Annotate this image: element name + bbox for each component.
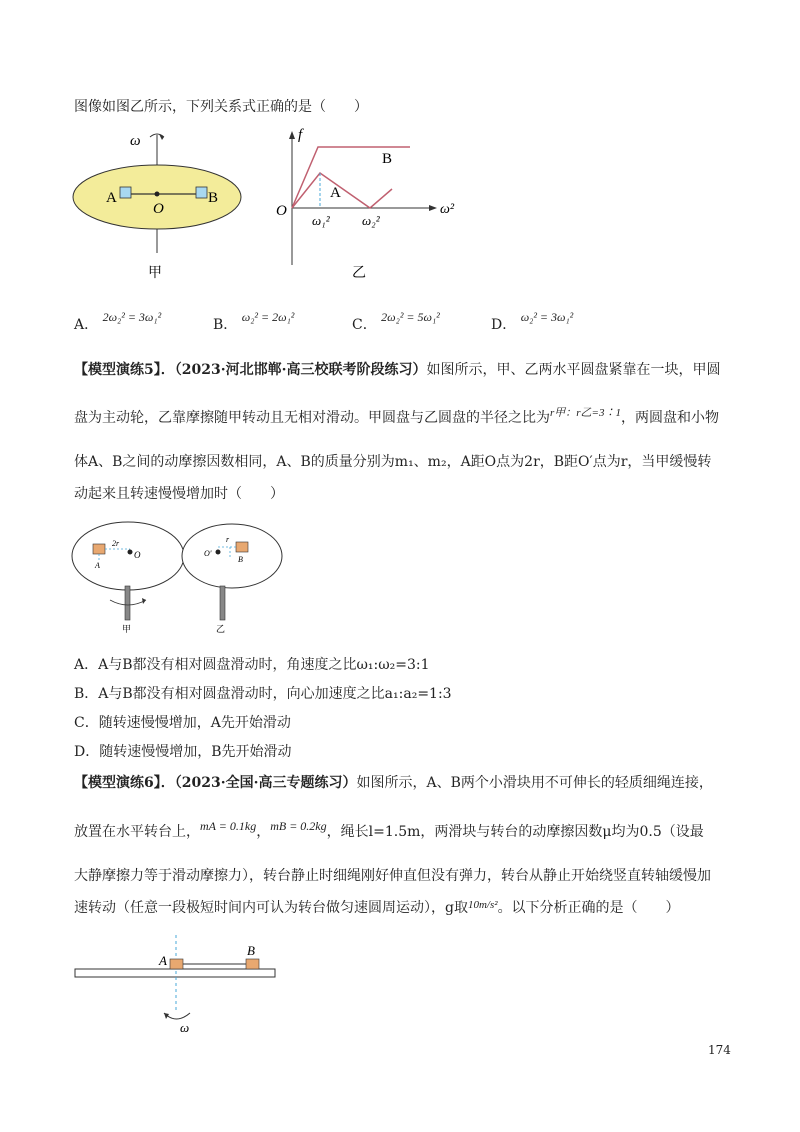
block-a (120, 187, 131, 198)
svg-text:乙: 乙 (216, 624, 226, 634)
svg-text:甲: 甲 (122, 624, 132, 634)
svg-text:A: A (95, 561, 100, 570)
gravity-value: 10m/s² (467, 899, 498, 911)
axis-omega-label: ω² (440, 202, 455, 217)
q6-heading: 【模型演练6】．（2023·全国·高三专题练习） (74, 775, 357, 791)
q5-line3: 体A、B之间的动摩擦因数相同，A、B的质量分别为m₁、m₂，A距O点为2r，B距O′点为r，当甲缓慢转 (74, 454, 712, 470)
svg-text:A: A (159, 953, 167, 968)
svg-text:ω: ω (180, 1020, 190, 1035)
q6-line2: 放置在水平转台上，mA = 0.1kg，mB = 0.2kg，绳长l=1.5m，两滑块与转台的动摩擦因数μ均为0.5（设最 (74, 819, 704, 840)
svg-text:2r: 2r (112, 539, 120, 548)
mass-b: mB = 0.2kg (270, 819, 327, 833)
figure-yi-graph (270, 125, 470, 285)
q4-option-d[interactable]: D． ω₂² = 3ω₁² (491, 310, 574, 333)
svg-text:O': O' (204, 549, 212, 558)
q6-line3: 大静摩擦力等于滑动摩擦力），转台静止时细绳刚好伸直但没有弹力，转台从静止开始绕竖直转轴缓慢加 (74, 868, 711, 884)
q4-option-b[interactable]: B． ω₂² = 2ω₁² (213, 310, 295, 333)
figure-q6-turntable (70, 935, 290, 1035)
curve-b (292, 147, 410, 208)
label-b: B (208, 190, 219, 206)
svg-text:r: r (226, 535, 230, 544)
label-a: A (106, 190, 117, 206)
q5-option-c[interactable]: C．随转速慢慢增加，A先开始滑动 (74, 715, 291, 731)
curve-a (292, 173, 392, 208)
tick-omega1: ω₁² (312, 213, 330, 228)
q5-option-b[interactable]: B．A与B都没有相对圆盘滑动时，向心加速度之比a₁:a₂=1:3 (74, 686, 452, 702)
q4-intro: 图像如图乙所示，下列关系式正确的是（ ） (74, 99, 368, 115)
q5-line1: 【模型演练5】．（2023·河北邯郸·高三校联考阶段练习）如图所示，甲、乙两水平圆盘紧靠在一块，甲圆 (74, 362, 721, 378)
q4-option-c[interactable]: C． 2ω₂² = 5ω₁² (352, 310, 440, 333)
q5-option-a[interactable]: A．A与B都没有相对圆盘滑动时，角速度之比ω₁:ω₂=3:1 (74, 657, 430, 673)
q4-option-a[interactable]: A． 2ω₂² = 3ω₁² (74, 310, 162, 333)
block-b (196, 187, 207, 198)
figure-jia-disc (70, 125, 250, 285)
q5-line4: 动起来且转速慢慢增加时（ ） (74, 486, 284, 502)
block-a (170, 959, 183, 969)
origin-label: O (276, 203, 287, 219)
svg-text:O: O (134, 550, 141, 560)
q5-line2: 盘为主动轮，乙靠摩擦随甲转动且无相对滑动。甲圆盘与乙圆盘的半径之比为$^{r甲:r乙=3∶1}$，两圆盘和小物 (74, 407, 719, 426)
q5-heading: 【模型演练5】．（2023·河北邯郸·高三校联考阶段练习） (74, 362, 427, 378)
page-number: 174 (708, 1043, 731, 1057)
svg-text:B: B (247, 943, 255, 958)
caption-yi: 乙 (352, 266, 366, 281)
label-o: O (153, 201, 164, 217)
q6-line1: 【模型演练6】．（2023·全国·高三专题练习）如图所示，A、B两个小滑块用不可伸长的轻质细绳连接， (74, 775, 713, 791)
block-b (246, 959, 259, 969)
mass-a: mA = 0.1kg (200, 819, 257, 833)
figure-q5-discs (70, 520, 290, 640)
curve-a-label: A (330, 185, 341, 201)
tick-omega2: ω₂² (362, 213, 380, 228)
axis-f-label: f (298, 127, 303, 143)
omega-label: ω (130, 133, 141, 149)
svg-text:B: B (238, 555, 243, 564)
curve-b-label: B (382, 151, 393, 167)
radius-ratio: r甲：r乙=3∶1 (550, 407, 621, 419)
q5-option-d[interactable]: D．随转速慢慢增加，B先开始滑动 (74, 744, 292, 760)
q6-line4: 速转动（任意一段极短时间内可认为转台做匀速圆周运动），g取$^{10m/s^2}$。以下分析正确的是（ ） (74, 899, 680, 916)
turntable (75, 969, 275, 977)
caption-jia: 甲 (148, 266, 162, 281)
